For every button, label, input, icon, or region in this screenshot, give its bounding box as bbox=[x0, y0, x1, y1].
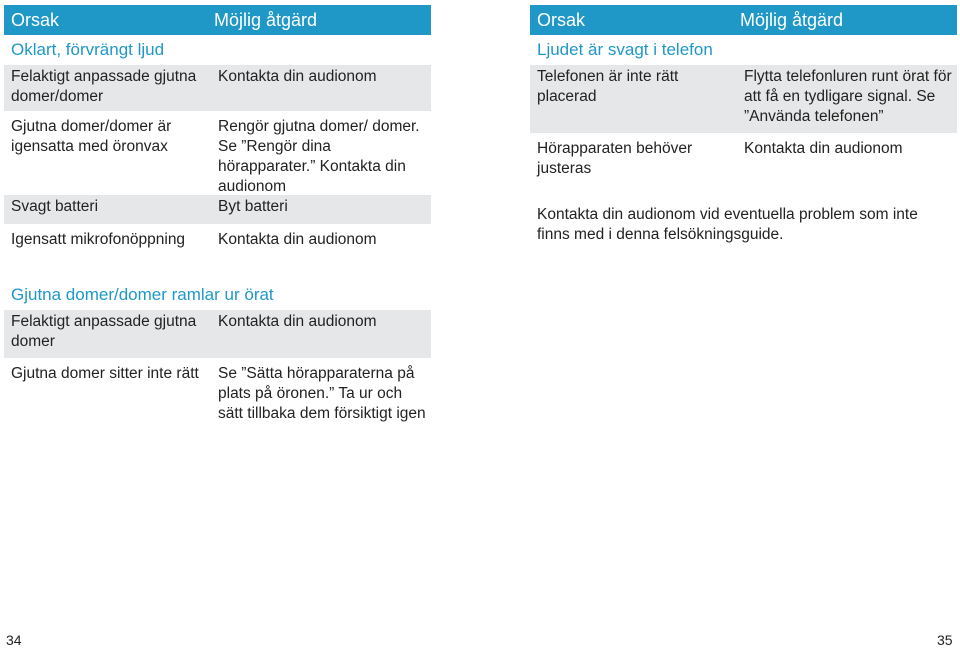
cause-cell: Felaktigt anpassade gjutna domer bbox=[11, 313, 197, 350]
cause-cell: Gjutna domer sitter inte rätt bbox=[11, 365, 199, 382]
header-cause: Orsak bbox=[537, 9, 586, 30]
action-cell: Se ”Sätta hörapparaterna på plats på öronen.” Ta ur och sätt tillbaka dem försiktigt igen bbox=[218, 365, 426, 422]
action-cell: Kontakta din audionom bbox=[218, 68, 377, 85]
action-cell: Kontakta din audionom bbox=[218, 313, 377, 330]
action-cell: Kontakta din audionom bbox=[218, 231, 377, 248]
table-row bbox=[530, 133, 957, 205]
section-title: Oklart, förvrängt ljud bbox=[11, 40, 165, 59]
page-number-right: 35 bbox=[937, 632, 953, 648]
table-row bbox=[4, 111, 431, 195]
right-page bbox=[530, 5, 957, 245]
table-row bbox=[4, 310, 431, 358]
action-cell: Rengör gjutna domer/ domer. Se ”Rengör dina hörapparater.” Kontakta din audionom bbox=[218, 118, 420, 195]
cause-cell: Gjutna domer/domer är igensatta med öronvax bbox=[11, 118, 172, 155]
table-row bbox=[530, 65, 957, 133]
table-row bbox=[4, 65, 431, 111]
header-action: Möjlig åtgärd bbox=[214, 9, 318, 30]
cause-cell: Hörapparaten behöver justeras bbox=[537, 140, 693, 177]
section-title: Ljudet är svagt i telefon bbox=[537, 40, 713, 59]
action-cell: Flytta telefonluren runt örat för att få en tydligare signal. Se ”Använda telefonen” bbox=[744, 68, 952, 125]
cause-cell: Igensatt mikrofonöppning bbox=[11, 231, 186, 248]
cause-cell: Felaktigt anpassade gjutna domer/domer bbox=[11, 68, 197, 105]
left-page bbox=[4, 5, 431, 454]
table-header bbox=[4, 5, 431, 35]
table-header bbox=[530, 5, 957, 35]
header-action: Möjlig åtgärd bbox=[740, 9, 844, 30]
cause-cell: Telefonen är inte rätt placerad bbox=[537, 68, 679, 105]
header-cause: Orsak bbox=[11, 9, 60, 30]
section-title: Gjutna domer/domer ramlar ur örat bbox=[11, 285, 274, 304]
table-row bbox=[4, 224, 431, 260]
page-number-left: 34 bbox=[6, 632, 22, 648]
action-cell: Byt batteri bbox=[218, 198, 288, 215]
contact-note: Kontakta din audionom vid eventuella problem som inte finns med i denna felsökningsguide. bbox=[537, 206, 918, 243]
cause-cell: Svagt batteri bbox=[11, 198, 99, 215]
action-cell: Kontakta din audionom bbox=[744, 140, 903, 157]
table-row bbox=[4, 195, 431, 224]
table-row bbox=[4, 358, 431, 454]
